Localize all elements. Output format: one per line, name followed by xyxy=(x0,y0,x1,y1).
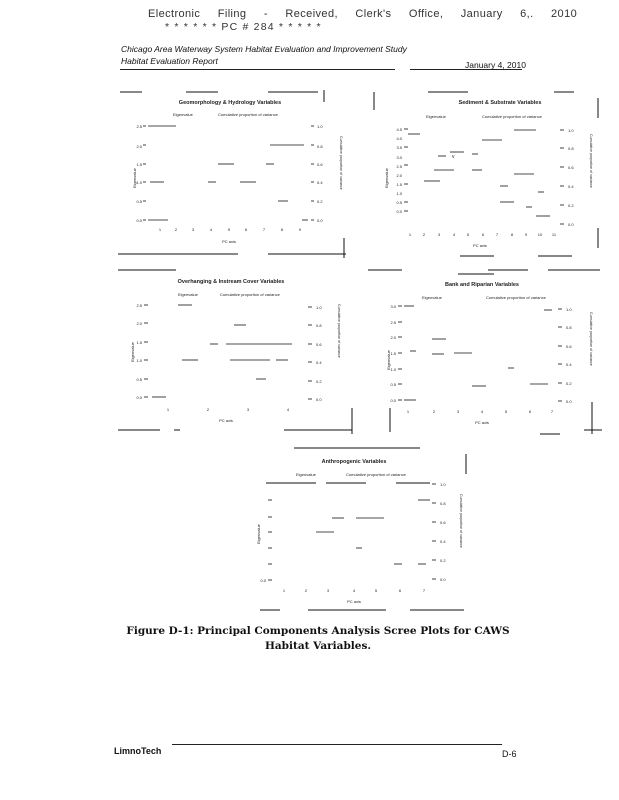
y2-tick: 0.8 xyxy=(317,144,323,149)
y2-tick: 0.8 xyxy=(566,325,572,330)
y2-tick: 0.0 xyxy=(317,218,323,223)
legend-cumulative: Cumulative proportion of variance xyxy=(346,472,406,477)
y2-tick: 0.8 xyxy=(440,501,446,506)
y2-tick: 0.6 xyxy=(568,165,574,170)
x-tick: 2 xyxy=(432,409,436,414)
y-axis-label: Eigenvalue xyxy=(386,350,391,370)
x-tick: 2 xyxy=(206,407,210,412)
y-tick: 1.5 xyxy=(136,162,142,167)
filing-stamp-line2: * * * * * * PC # 284 * * * * * xyxy=(165,21,322,33)
y2-tick: 0.0 xyxy=(440,577,446,582)
x-tick: 2 xyxy=(174,227,178,232)
y2-tick: 0.2 xyxy=(316,379,322,384)
x-tick: 4 xyxy=(209,227,213,232)
y-tick: 3.0 xyxy=(396,155,402,160)
x-tick: 7 xyxy=(550,409,554,414)
chart-title: Geomorphology & Hydrology Variables xyxy=(178,100,282,106)
y-tick: 4.0 xyxy=(396,136,402,141)
y-tick: 3.0 xyxy=(390,304,396,309)
x-tick: 9 xyxy=(298,227,302,232)
x-tick: 3 xyxy=(191,227,195,232)
legend-cumulative: Cumulative proportion of variance xyxy=(482,114,542,119)
y2-axis-label: Cumulative proportion of variance xyxy=(339,136,343,190)
y2-tick: 0.4 xyxy=(316,360,322,365)
x-axis-label: PC axis xyxy=(475,420,489,425)
y-axis-label: Eigenvalue xyxy=(256,524,261,544)
scree-plot-anthropogenic xyxy=(236,446,472,616)
chart-title: Overhanging & Instream Cover Variables xyxy=(177,279,285,285)
chart-title: Anthropogenic Variables xyxy=(321,459,387,465)
y-tick: 2.5 xyxy=(136,124,142,129)
x-tick: 6 xyxy=(481,232,485,237)
y-tick: 0.5 xyxy=(136,377,142,382)
x-tick: 6 xyxy=(244,227,248,232)
x-tick: 5 xyxy=(504,409,508,414)
x-tick: 3 xyxy=(437,232,441,237)
x-tick: 4 xyxy=(452,232,456,237)
y2-tick: 1.0 xyxy=(440,482,446,487)
y-tick: 1.5 xyxy=(136,340,142,345)
x-tick: 4 xyxy=(286,407,290,412)
x-axis-label: PC axis xyxy=(222,239,236,244)
x-tick: 10 xyxy=(537,232,543,237)
y2-tick: 1.0 xyxy=(566,307,572,312)
x-tick: 2 xyxy=(422,232,426,237)
footer-company: LimnoTech xyxy=(114,746,162,756)
legend-cumulative: Cumulative proportion of variance xyxy=(486,295,546,300)
x-tick: 4 xyxy=(352,588,356,593)
x-tick: 8 xyxy=(510,232,514,237)
x-axis-label: PC axis xyxy=(473,243,487,248)
y-tick: 1.0 xyxy=(390,367,396,372)
footer-page-number: D-6 xyxy=(502,749,517,759)
y-tick: 2.0 xyxy=(136,321,142,326)
y2-tick: 0.0 xyxy=(566,399,572,404)
legend-eigenvalue: Eigenvalue xyxy=(422,295,442,300)
legend-cumulative: Cumulative proportion of variance xyxy=(218,112,278,117)
scree-plot-cover xyxy=(116,268,356,440)
x-tick: 3 xyxy=(246,407,250,412)
x-tick: 3 xyxy=(456,409,460,414)
y2-tick: 0.6 xyxy=(317,162,323,167)
x-axis-label: PC axis xyxy=(219,418,233,423)
y2-tick: 0.6 xyxy=(566,344,572,349)
x-tick: 1 xyxy=(282,588,286,593)
y-tick: 1.5 xyxy=(390,351,396,356)
chart-title: Bank and Riparian Variables xyxy=(445,282,519,288)
y2-tick: 0.2 xyxy=(317,199,323,204)
y2-axis-label: Cumulative proportion of variance xyxy=(589,312,593,366)
x-tick: 1 xyxy=(408,232,412,237)
legend-eigenvalue: Eigenvalue xyxy=(178,292,198,297)
report-date: January 4, 2010 xyxy=(465,60,526,70)
y-tick: 0.0 xyxy=(136,218,142,223)
y-tick: 0.5 xyxy=(136,199,142,204)
x-tick: 7 xyxy=(495,232,499,237)
y2-axis-label: Cumulative proportion of variance xyxy=(337,304,341,358)
y-tick: 0.0 xyxy=(260,578,266,583)
y2-axis-label: Cumulative proportion of variance xyxy=(589,134,593,188)
header-rule-right xyxy=(410,69,522,70)
y-tick: 2.0 xyxy=(396,173,402,178)
y2-tick: 0.6 xyxy=(440,520,446,525)
y2-tick: 0.2 xyxy=(568,203,574,208)
y-tick: 0.0 xyxy=(396,209,402,214)
y2-tick: 0.8 xyxy=(568,146,574,151)
x-tick: 3 xyxy=(326,588,330,593)
study-title: Chicago Area Waterway System Habitat Evaluation and Improvement Study xyxy=(121,44,407,54)
scree-plot-geomorphology xyxy=(118,88,348,270)
x-tick: 5 xyxy=(227,227,231,232)
footer-rule xyxy=(172,744,502,745)
y2-tick: 0.2 xyxy=(440,558,446,563)
chart-title: Sediment & Substrate Variables xyxy=(458,100,542,106)
x-tick: 11 xyxy=(551,232,557,237)
legend-eigenvalue: Eigenvalue xyxy=(426,114,446,119)
x-tick: 7 xyxy=(262,227,266,232)
x-axis-label: PC axis xyxy=(347,599,361,604)
y-tick: 2.0 xyxy=(390,335,396,340)
y2-tick: 0.0 xyxy=(568,222,574,227)
y-tick: 1.0 xyxy=(136,180,142,185)
v-marker-icon: v xyxy=(452,154,455,160)
y-tick: 3.5 xyxy=(396,145,402,150)
y2-tick: 0.4 xyxy=(317,180,323,185)
scree-plot-bank-riparian xyxy=(370,272,606,440)
legend-eigenvalue: Eigenvalue xyxy=(173,112,193,117)
y-tick: 1.5 xyxy=(396,182,402,187)
x-tick: 1 xyxy=(158,227,162,232)
y2-tick: 1.0 xyxy=(316,305,322,310)
filing-stamp-line1: Electronic Filing - Received, Clerk's Office, January 6,. 2010 xyxy=(148,8,578,20)
x-tick: 1 xyxy=(166,407,170,412)
y2-tick: 0.8 xyxy=(316,323,322,328)
scree-plot-sediment xyxy=(368,88,606,274)
y2-tick: 0.0 xyxy=(316,397,322,402)
y2-tick: 1.0 xyxy=(568,128,574,133)
y2-tick: 0.6 xyxy=(316,342,322,347)
y-axis-label: Eigenvalue xyxy=(132,168,137,188)
legend-eigenvalue: Eigenvalue xyxy=(296,472,316,477)
header-rule-left xyxy=(120,69,395,70)
y-tick: 1.0 xyxy=(396,191,402,196)
y2-tick: 0.4 xyxy=(566,362,572,367)
y-tick: 2.0 xyxy=(136,144,142,149)
y-tick: 0.5 xyxy=(390,382,396,387)
x-tick: 8 xyxy=(280,227,284,232)
x-tick: 1 xyxy=(406,409,410,414)
y-axis-label: Eigenvalue xyxy=(384,168,389,188)
legend-cumulative: Cumulative proportion of variance xyxy=(220,292,280,297)
y2-tick: 1.0 xyxy=(317,124,323,129)
x-tick: 2 xyxy=(304,588,308,593)
x-tick: 9 xyxy=(524,232,528,237)
x-tick: 5 xyxy=(466,232,470,237)
y-tick: 2.5 xyxy=(390,320,396,325)
report-title: Habitat Evaluation Report xyxy=(121,56,218,66)
y2-tick: 0.4 xyxy=(440,539,446,544)
y2-axis-label: Cumulative proportion of variance xyxy=(459,494,463,548)
x-tick: 6 xyxy=(398,588,402,593)
y2-tick: 0.4 xyxy=(568,184,574,189)
y-tick: 2.5 xyxy=(396,164,402,169)
y-tick: 4.5 xyxy=(396,127,402,132)
y-tick: 0.5 xyxy=(396,200,402,205)
y2-tick: 0.2 xyxy=(566,381,572,386)
x-tick: 7 xyxy=(422,588,426,593)
x-tick: 5 xyxy=(374,588,378,593)
y-tick: 1.0 xyxy=(136,358,142,363)
figure-caption: Figure D-1: Principal Components Analysis Scree Plots for CAWS Habitat Variables. xyxy=(126,625,510,652)
y-tick: 0.0 xyxy=(390,398,396,403)
x-tick: 4 xyxy=(480,409,484,414)
y-tick: 0.0 xyxy=(136,395,142,400)
x-tick: 6 xyxy=(528,409,532,414)
y-tick: 2.5 xyxy=(136,303,142,308)
y-axis-label: Eigenvalue xyxy=(130,342,135,362)
